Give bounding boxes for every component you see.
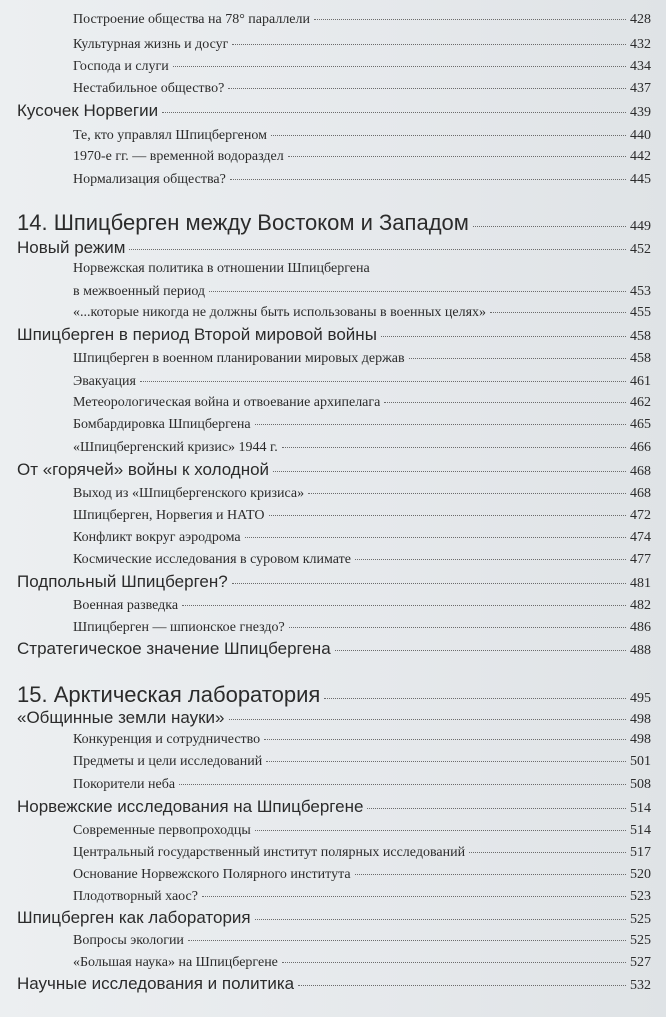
entry-page: 445	[630, 172, 651, 187]
leader-dots	[335, 649, 626, 651]
entry-title: 15. Арктическая лаборатория	[17, 682, 321, 707]
entry-title: Те, кто управлял Шпицбергеном	[73, 128, 267, 143]
entry-page: 442	[630, 149, 651, 164]
entry-title: Научные исследования и политика	[17, 974, 295, 993]
leader-dots	[282, 961, 626, 963]
entry-page: 498	[630, 712, 651, 727]
toc-section-entry	[17, 637, 651, 661]
toc-entry	[73, 146, 651, 168]
leader-dots	[288, 155, 626, 157]
leader-dots	[367, 807, 626, 809]
entry-title: Эвакуация	[73, 374, 136, 389]
leader-dots	[469, 851, 626, 853]
leader-dots	[264, 738, 626, 740]
leader-dots	[202, 895, 626, 897]
toc-chapter-entry	[17, 208, 651, 238]
toc-entry	[73, 952, 651, 974]
leader-dots	[232, 582, 626, 584]
entry-title: Конкуренция и сотрудничество	[73, 732, 261, 747]
entry-page: 458	[630, 351, 651, 366]
leader-dots	[230, 178, 626, 180]
entry-page: 474	[630, 530, 651, 545]
entry-title: Шпицберген как лаборатория	[17, 908, 251, 927]
entry-page: 525	[630, 912, 651, 927]
entry-title: Космические исследования в суровом климате	[73, 552, 351, 567]
leader-dots	[255, 829, 626, 831]
toc-entry	[73, 774, 651, 796]
leader-dots	[308, 492, 626, 494]
leader-dots	[140, 380, 626, 382]
entry-title: Нормализация общества?	[73, 172, 226, 187]
toc-entry	[73, 281, 651, 303]
entry-title: Новый режим	[17, 238, 126, 257]
entry-title: «Большая наука» на Шпицбергене	[73, 955, 278, 970]
entry-title: 14. Шпицберген между Востоком и Западом	[17, 210, 469, 235]
toc-entry	[73, 729, 651, 751]
toc-entry	[73, 930, 651, 952]
entry-page: 532	[630, 978, 651, 993]
toc-entry	[73, 483, 651, 505]
toc-section-entry	[17, 795, 651, 819]
entry-title: Кусочек Норвегии	[17, 101, 159, 120]
entry-page: 432	[630, 37, 651, 52]
entry-page: 472	[630, 508, 651, 523]
entry-page: 514	[630, 801, 651, 816]
entry-title: Центральный государственный институт полярных исследований	[73, 845, 466, 860]
entry-page: 440	[630, 128, 651, 143]
entry-page: 439	[630, 105, 651, 120]
entry-title: Основание Норвежского Полярного института	[73, 867, 351, 882]
leader-dots	[232, 43, 626, 45]
entry-title: Шпицберген в военном планировании мировых держав	[73, 351, 405, 366]
toc-entry	[73, 886, 651, 908]
leader-dots	[209, 290, 626, 292]
entry-page: 458	[630, 329, 651, 344]
leader-dots	[182, 604, 626, 606]
entry-page: 461	[630, 374, 651, 389]
toc-entry	[73, 842, 651, 864]
toc-entry	[73, 302, 651, 324]
entry-page: 482	[630, 598, 651, 613]
toc-section-entry	[17, 323, 651, 347]
entry-page: 468	[630, 486, 651, 501]
entry-title: Конфликт вокруг аэродрома	[73, 530, 241, 545]
entry-page: 452	[630, 242, 651, 257]
leader-dots	[173, 65, 626, 67]
entry-title: Вопросы экологии	[73, 933, 184, 948]
entry-page: 455	[630, 305, 651, 320]
leader-dots	[255, 918, 626, 920]
toc-entry	[73, 595, 651, 617]
toc-section-entry	[17, 99, 651, 123]
entry-title: 1970-е гг. — временной водораздел	[73, 149, 284, 164]
leader-dots	[266, 760, 626, 762]
entry-page: 465	[630, 417, 651, 432]
leader-dots	[289, 626, 626, 628]
leader-dots	[162, 111, 626, 113]
entry-page: 481	[630, 576, 651, 591]
toc-entry	[73, 527, 651, 549]
leader-dots	[298, 984, 626, 986]
toc-entry	[73, 348, 651, 370]
entry-title: Покорители неба	[73, 777, 176, 792]
leader-dots	[384, 401, 626, 403]
entry-page: 428	[630, 12, 651, 27]
leader-dots	[355, 873, 626, 875]
entry-page: 501	[630, 754, 651, 769]
toc-entry	[73, 864, 651, 886]
toc-entry	[73, 78, 651, 100]
leader-dots	[269, 514, 626, 516]
entry-page: 523	[630, 889, 651, 904]
toc-entry	[73, 414, 651, 436]
toc-entry	[73, 169, 651, 191]
entry-title: Метеорологическая война и отвоевание архипелага	[73, 395, 381, 410]
entry-page: 466	[630, 440, 651, 455]
leader-dots	[179, 783, 626, 785]
entry-title: Шпицберген — шпионское гнездо?	[73, 620, 285, 635]
toc-entry-continued	[73, 258, 651, 280]
entry-page: 486	[630, 620, 651, 635]
leader-dots	[228, 87, 626, 89]
toc-entry	[73, 56, 651, 78]
leader-dots	[381, 335, 626, 337]
entry-title: Стратегическое значение Шпицбергена	[17, 639, 331, 658]
toc-entry	[73, 371, 651, 393]
toc-entry	[73, 820, 651, 842]
leader-dots	[409, 357, 626, 359]
leader-dots	[271, 134, 626, 136]
entry-page: 488	[630, 643, 651, 658]
entry-title: Бомбардировка Шпицбергена	[73, 417, 251, 432]
entry-page: 434	[630, 59, 651, 74]
toc-entry	[73, 9, 651, 31]
entry-title: Шпицберген в период Второй мировой войны	[17, 325, 377, 344]
leader-dots	[273, 470, 626, 472]
toc-entry	[73, 34, 651, 56]
toc-entry	[73, 437, 651, 459]
entry-page: 437	[630, 81, 651, 96]
entry-page: 495	[630, 691, 651, 706]
entry-title: Подпольный Шпицберген?	[17, 572, 228, 591]
entry-page: 468	[630, 464, 651, 479]
entry-page: 517	[630, 845, 651, 860]
entry-title: Построение общества на 78° параллели	[73, 12, 310, 27]
entry-page: 462	[630, 395, 651, 410]
entry-title: Предметы и цели исследований	[73, 754, 263, 769]
toc-entry	[73, 617, 651, 639]
entry-page: 527	[630, 955, 651, 970]
entry-title: От «горячей» войны к холодной	[17, 460, 270, 479]
leader-dots	[188, 939, 626, 941]
leader-dots	[314, 18, 626, 20]
entry-title: «...которые никогда не должны быть использованы в военных целях»	[73, 305, 487, 320]
leader-dots	[255, 423, 626, 425]
entry-page: 477	[630, 552, 651, 567]
leader-dots	[355, 558, 626, 560]
entry-page: 449	[630, 219, 651, 234]
entry-title: в межвоенный период	[73, 284, 206, 299]
leader-dots	[473, 225, 626, 227]
leader-dots	[245, 536, 626, 538]
entry-page: 498	[630, 732, 651, 747]
entry-title: Современные первопроходцы	[73, 823, 251, 838]
toc-section-entry	[17, 458, 651, 482]
leader-dots	[490, 311, 626, 313]
toc-entry	[73, 125, 651, 147]
toc-entry	[73, 751, 651, 773]
leader-dots	[324, 697, 626, 699]
entry-title: Выход из «Шпицбергенского кризиса»	[73, 486, 305, 501]
entry-title: Шпицберген, Норвегия и НАТО	[73, 508, 265, 523]
entry-page: 525	[630, 933, 651, 948]
toc-section-entry	[17, 906, 651, 930]
toc-entry	[73, 505, 651, 527]
entry-title: «Общинные земли науки»	[17, 708, 225, 727]
entry-title: Господа и слуги	[73, 59, 169, 74]
leader-dots	[229, 718, 627, 720]
entry-title: Нестабильное общество?	[73, 81, 225, 96]
entry-page: 508	[630, 777, 651, 792]
toc-section-entry	[17, 236, 651, 260]
entry-title: «Шпицбергенский кризис» 1944 г.	[73, 440, 278, 455]
toc-entry	[73, 549, 651, 571]
entry-page: 453	[630, 284, 651, 299]
entry-page: 514	[630, 823, 651, 838]
toc-section-entry	[17, 570, 651, 594]
entry-title: Культурная жизнь и досуг	[73, 37, 229, 52]
toc-section-entry	[17, 706, 651, 730]
toc-section-entry	[17, 972, 651, 996]
leader-dots	[282, 446, 626, 448]
entry-page: 520	[630, 867, 651, 882]
entry-title: Плодотворный хаос?	[73, 889, 198, 904]
entry-title: Норвежская политика в отношении Шпицбергена	[73, 261, 370, 276]
entry-title: Норвежские исследования на Шпицбергене	[17, 797, 364, 816]
entry-title: Военная разведка	[73, 598, 179, 613]
toc-entry	[73, 392, 651, 414]
leader-dots	[129, 248, 626, 250]
